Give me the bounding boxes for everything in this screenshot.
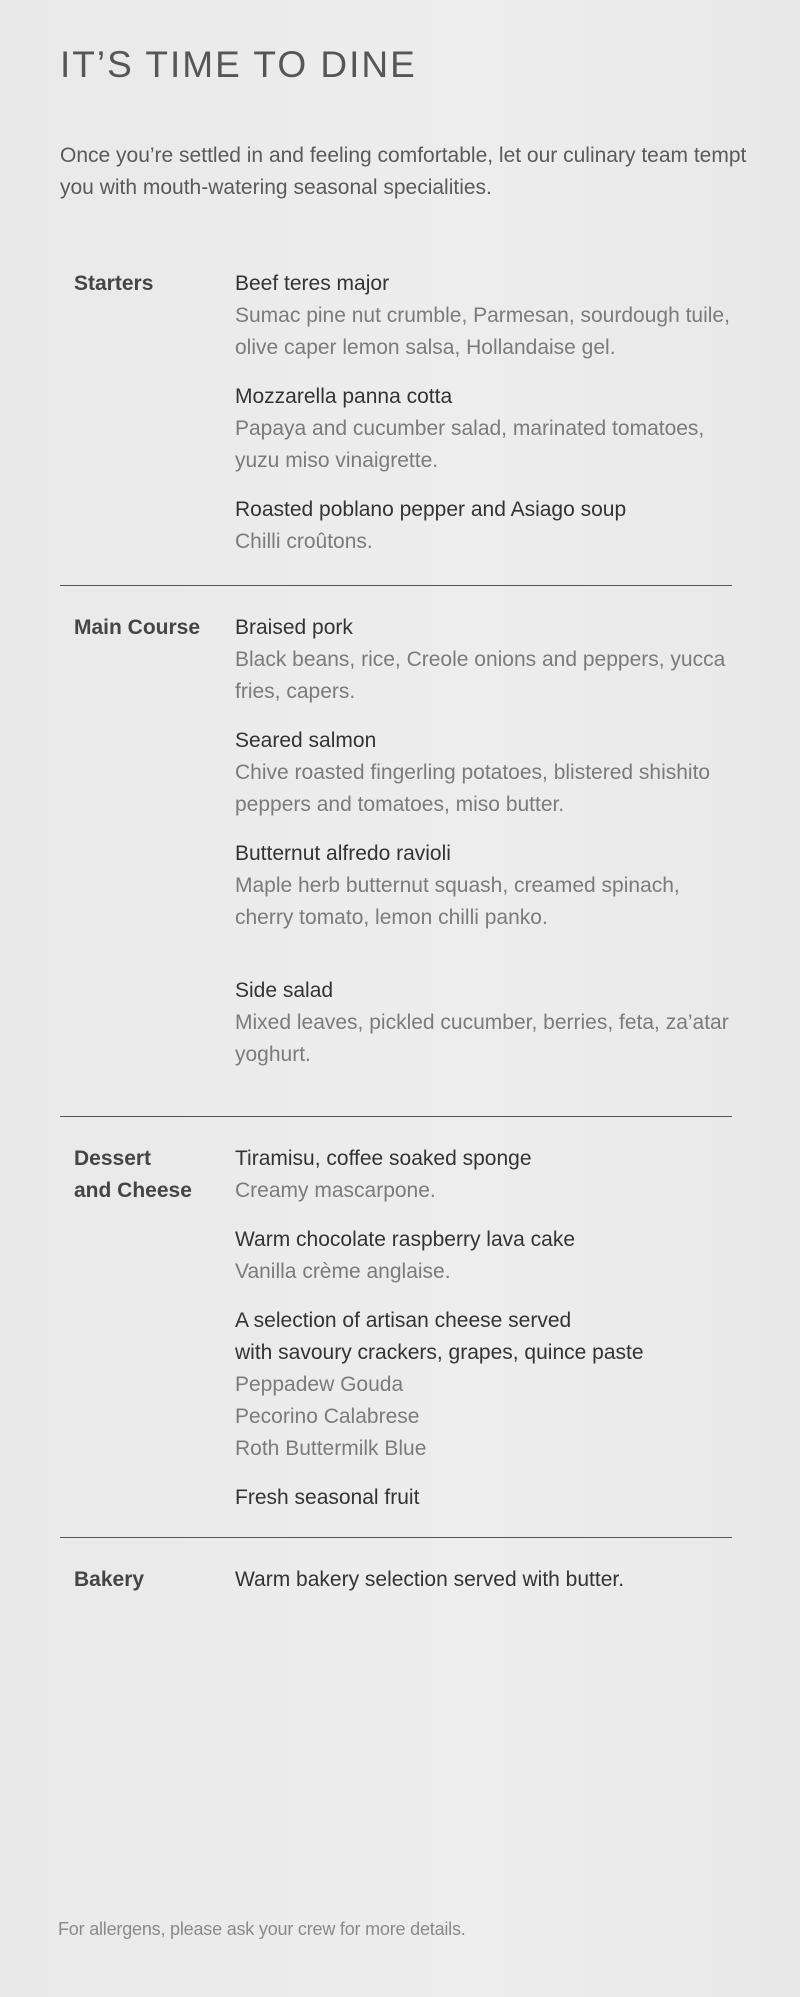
intro-text: Once you’re settled in and feeling comfortable, let our culinary team tempt you with mouth-watering seasonal specialities. — [60, 144, 747, 199]
cheese-item: Pecorino Calabrese — [235, 1405, 420, 1428]
cheese-item: Roth Buttermilk Blue — [235, 1437, 427, 1460]
item-name: Butternut alfredo ravioli — [235, 842, 451, 865]
item-name: Seared salmon — [235, 729, 377, 752]
main-course-items — [235, 612, 735, 1088]
item-name: Warm chocolate raspberry lava cake — [235, 1228, 576, 1251]
bakery-items — [235, 1564, 735, 1613]
spacer — [235, 951, 735, 975]
menu-item — [235, 838, 735, 934]
section-divider — [60, 585, 732, 586]
page-title: IT’S TIME TO DINE — [60, 44, 417, 85]
starters-items — [235, 268, 735, 575]
item-description: Chive roasted fingerling potatoes, blistered shishito peppers and tomatoes, miso butter. — [235, 761, 711, 816]
item-name: Roasted poblano pepper and Asiago soup — [235, 498, 627, 521]
menu-item — [235, 1143, 735, 1207]
menu-item — [235, 381, 735, 477]
section-divider — [60, 1537, 732, 1538]
menu-item — [235, 268, 735, 364]
menu-item — [235, 1564, 735, 1596]
item-description: Maple herb butternut squash, creamed spinach, cherry tomato, lemon chilli panko. — [235, 874, 680, 929]
item-name: Braised pork — [235, 616, 353, 639]
section-label-line: Dessert — [74, 1147, 152, 1170]
item-name: Tiramisu, coffee soaked sponge — [235, 1147, 532, 1170]
menu-item — [235, 975, 735, 1071]
section-label-line: and Cheese — [74, 1179, 192, 1202]
item-name: with savoury crackers, grapes, quince paste — [235, 1341, 644, 1364]
menu-item — [235, 612, 735, 708]
section-label-bakery: Bakery — [74, 1568, 145, 1591]
section-label-main-course: Main Course — [74, 616, 201, 639]
item-name: Fresh seasonal fruit — [235, 1486, 420, 1509]
section-divider — [60, 1116, 732, 1117]
menu-item-cheese — [235, 1305, 735, 1465]
item-name: Side salad — [235, 979, 334, 1002]
allergen-footnote: For allergens, please ask your crew for more details. — [58, 1919, 466, 1939]
section-label-starters: Starters — [74, 272, 154, 295]
item-description: Vanilla crème anglaise. — [235, 1260, 451, 1283]
item-name: Mozzarella panna cotta — [235, 385, 453, 408]
item-name: Beef teres major — [235, 272, 390, 295]
item-description: Sumac pine nut crumble, Parmesan, sourdough tuile, olive caper lemon salsa, Hollandaise gel. — [235, 304, 730, 359]
dessert-items — [235, 1143, 735, 1531]
item-name: Warm bakery selection served with butter. — [235, 1568, 625, 1591]
item-description: Papaya and cucumber salad, marinated tomatoes, yuzu miso vinaigrette. — [235, 417, 705, 472]
item-description: Black beans, rice, Creole onions and peppers, yucca fries, capers. — [235, 648, 726, 703]
section-label-dessert — [74, 1143, 224, 1207]
menu-item — [235, 494, 735, 558]
menu-item — [235, 1482, 735, 1514]
item-description: Chilli croûtons. — [235, 530, 373, 553]
menu-item — [235, 725, 735, 821]
menu-item — [235, 1224, 735, 1288]
item-description: Mixed leaves, pickled cucumber, berries, feta, za’atar yoghurt. — [235, 1011, 729, 1066]
item-description: Creamy mascarpone. — [235, 1179, 436, 1202]
cheese-item: Peppadew Gouda — [235, 1373, 404, 1396]
item-name: A selection of artisan cheese served — [235, 1309, 572, 1332]
